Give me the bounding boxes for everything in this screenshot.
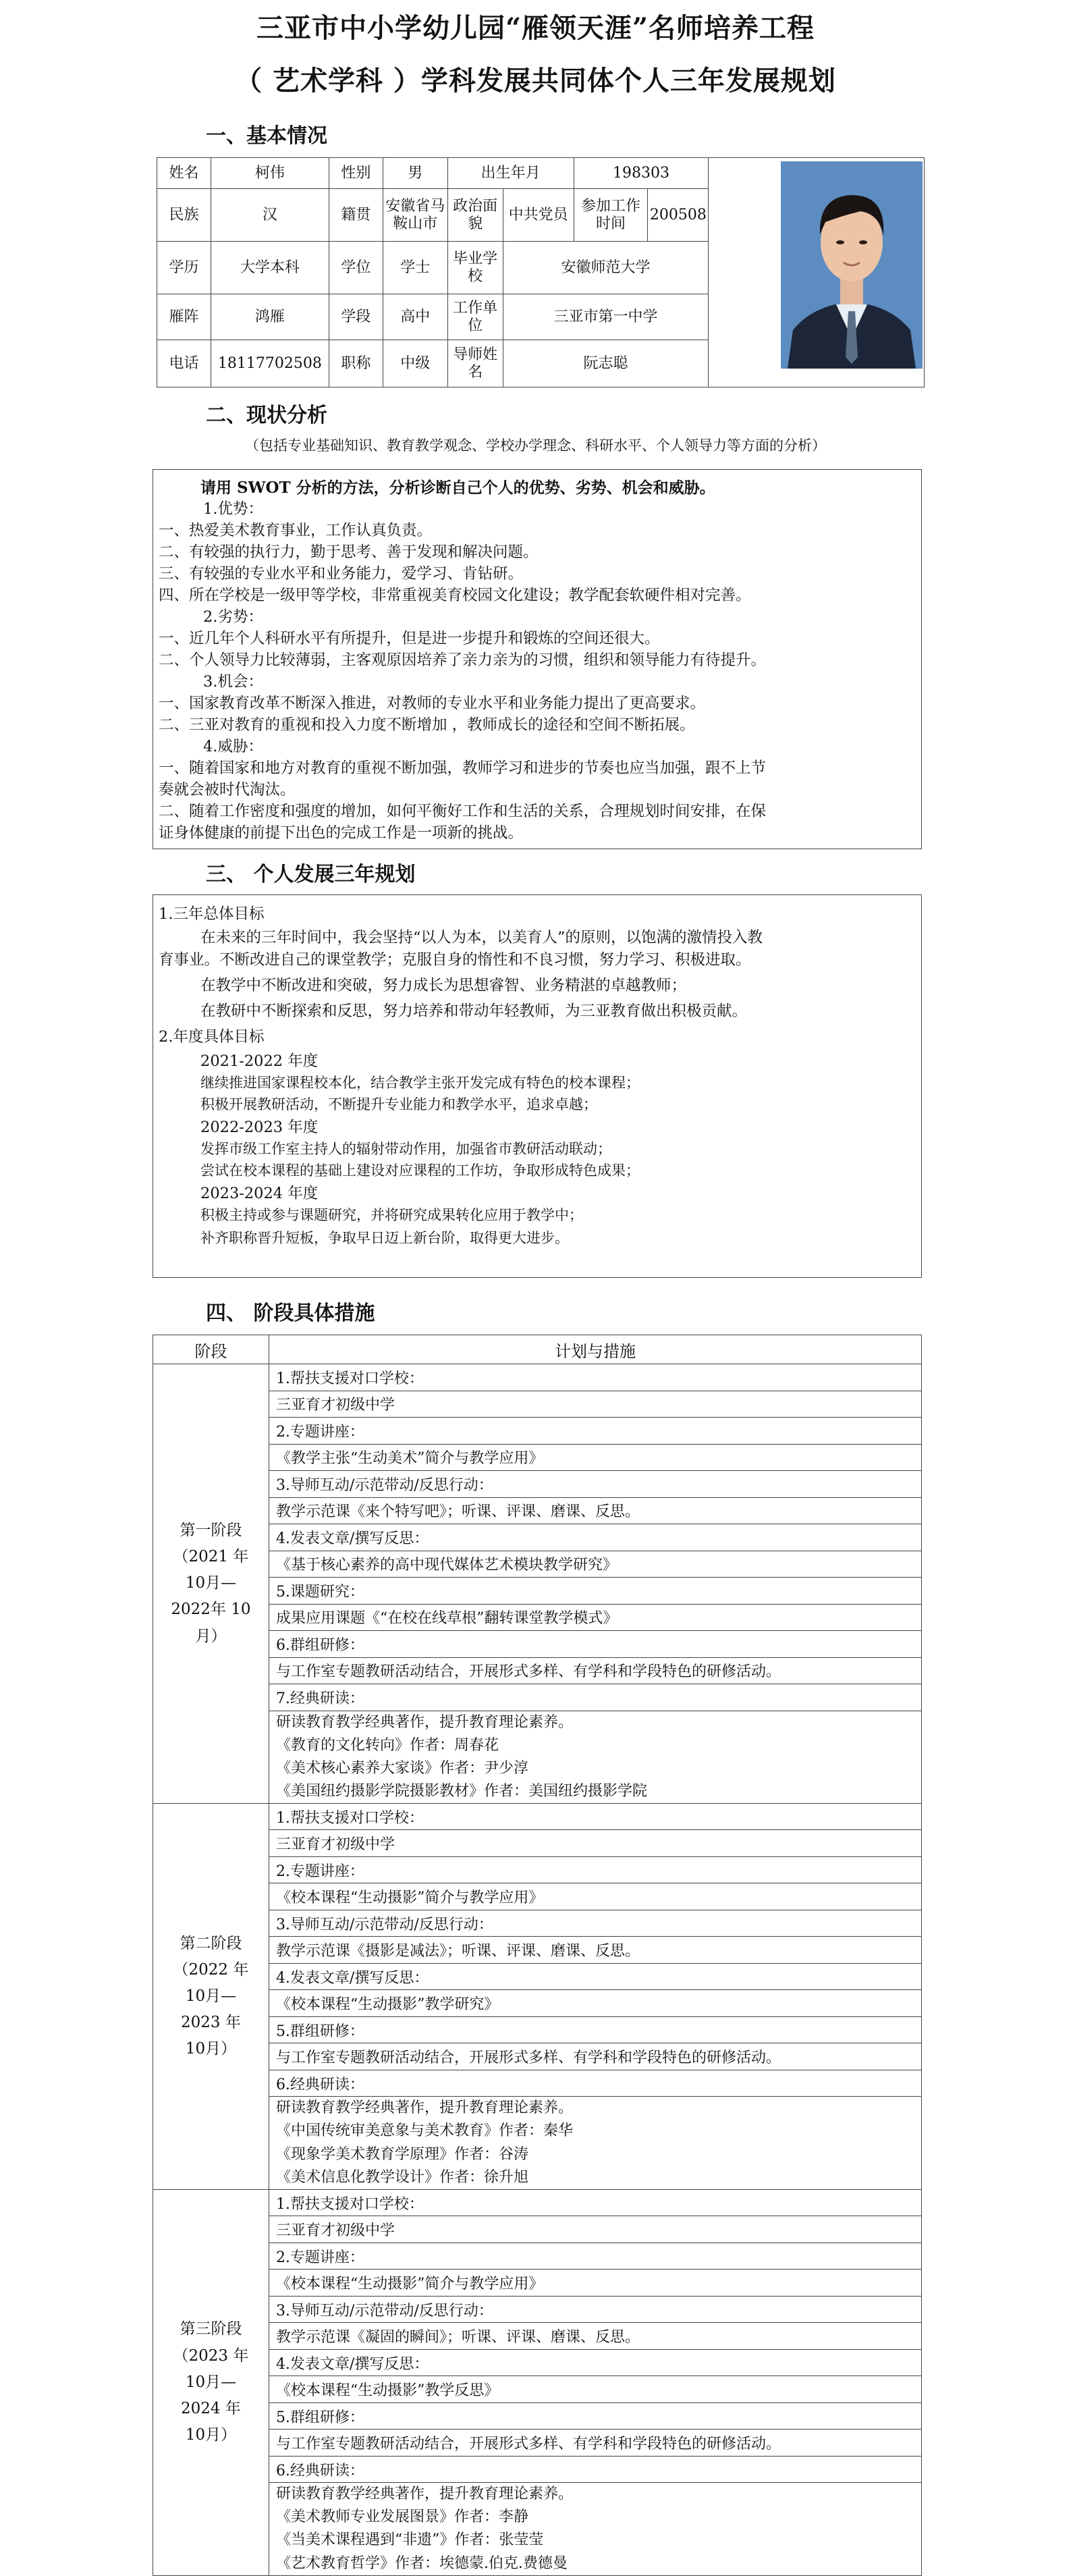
swot-heading: 3.机会： (203, 673, 263, 691)
swot-text: 二、三亚对教育的重视和投入力度不断增加 ，教师成长的途径和空间不断拓展。 (159, 716, 695, 734)
measure-row: 3.导师互动/示范带动/反思行动： (269, 1471, 921, 1498)
measure-row: 与工作室专题教研活动结合，开展形式多样、有学科和学段特色的研修活动。 (269, 1657, 921, 1684)
plan-year: 2023-2024 年度 (200, 1185, 319, 1202)
ethnic-label: 民族 (157, 189, 211, 242)
measure-row: 1.帮扶支援对口学校： (269, 1803, 921, 1830)
degree-value: 学士 (383, 242, 447, 294)
plan-text: 积极开展教研活动，不断提升专业能力和教学水平，追求卓越； (200, 1096, 597, 1112)
reading-item: 研读教育教学经典著作，提升教育理论素养。 (275, 1713, 573, 1731)
rank-label: 雁阵 (157, 294, 211, 340)
swot-text: 二、个人领导力比较薄弱，主客观原因培养了亲力亲为的习惯，组织和领导能力有待提升。 (159, 651, 767, 669)
plan-heading: 1.三年总体目标 (159, 905, 265, 923)
plan-text: 积极主持或参与课题研究，并将研究成果转化应用于教学中； (200, 1207, 583, 1223)
reading-item: 《美术教师专业发展图景》作者：李静 (275, 2508, 528, 2526)
swot-analysis-box (153, 469, 922, 849)
measure-row: 2.专题讲座： (269, 2243, 921, 2270)
swot-text: 四、所在学校是一级甲等学校，非常重视美育校园文化建设；教学配套软硬件相对完善。 (159, 587, 751, 604)
plan-text: 继续推进国家课程校本化，结合教学主张开发完成有特色的校本课程； (200, 1075, 640, 1091)
stage-value: 高中 (383, 294, 447, 340)
plan-text: 发挥市级工作室主持人的辐射带动作用，加强省市教研活动联动； (200, 1141, 611, 1157)
reading-item: 研读教育教学经典著作，提升教育理论素养。 (275, 2486, 573, 2503)
measure-row: 5.群组研修： (269, 2016, 921, 2043)
swot-text: 一、随着国家和地方对教育的重视不断加强，教师学习和进步的节奏也应当加强，跟不上节 (159, 759, 767, 777)
mentor-value: 阮志聪 (503, 340, 709, 387)
three-year-plan-box (153, 894, 922, 1278)
work-start-label: 参加工作时间 (574, 189, 648, 242)
swot-text: 三、有较强的专业水平和业务能力，爱学习、肯钻研。 (159, 565, 524, 583)
measure-row: 1.帮扶支援对口学校： (269, 2189, 921, 2216)
measure-row: 6.群组研修： (269, 1631, 921, 1658)
reading-item: 《中国传统审美意象与美术教育》作者：秦华 (275, 2122, 573, 2140)
measure-row: 《校本课程“生动摄影”简介与教学应用》 (269, 2270, 921, 2297)
birth-label: 出生年月 (447, 158, 574, 189)
measure-row: 与工作室专题教研活动结合，开展形式多样、有学科和学段特色的研修活动。 (269, 2043, 921, 2070)
section-status-analysis: 二、现状分析 (206, 404, 327, 427)
political-value: 中共党员 (503, 189, 574, 242)
political-label: 政治面貌 (447, 189, 503, 242)
measure-row: 教学示范课《凝固的瞬间》；听课、评课、磨课、反思。 (269, 2323, 921, 2350)
edu-label: 学历 (157, 242, 211, 294)
measure-row: 成果应用课题《“在校在线草根”翻转课堂教学模式》 (269, 1604, 921, 1631)
title-value: 中级 (383, 340, 447, 387)
measure-row: 《校本课程“生动摄影”教学反思》 (269, 2376, 921, 2403)
measure-row: 三亚育才初级中学 (269, 2216, 921, 2243)
reading-item: 《美国纽约摄影学院摄影教材》作者：美国纽约摄影学院 (275, 1782, 647, 1800)
plan-text: 在教学中不断改进和突破，努力成长为思想睿智、业务精湛的卓越教师； (200, 977, 687, 994)
measure-row: 6.经典研读： (269, 2070, 921, 2097)
measure-row: 6.经典研读： (269, 2456, 921, 2483)
swot-heading: 2.劣势： (203, 608, 263, 626)
phase-3-label (153, 2189, 269, 2575)
measure-row: 2.专题讲座： (269, 1856, 921, 1883)
name-label: 姓名 (157, 158, 211, 189)
measure-row: 教学示范课《来个特写吧》；听课、评课、磨课、反思。 (269, 1497, 921, 1524)
ethnic-value: 汉 (211, 189, 329, 242)
work-start-value: 200508 (648, 189, 709, 242)
swot-text: 一、国家教育改革不断深入推进，对教师的专业水平和业务能力提出了更高要求。 (159, 695, 706, 712)
measure-row: 《基于核心素养的高中现代媒体艺术模块教学研究》 (269, 1551, 921, 1578)
swot-text: 证身体健康的前提下出色的完成工作是一项新的挑战。 (159, 824, 524, 842)
swot-text: 奏就会被时代淘汰。 (159, 781, 296, 799)
phone-label: 电话 (157, 340, 211, 387)
reading-item: 《教育的文化转向》作者：周春花 (275, 1736, 499, 1754)
plan-text: 尝试在校本课程的基础上建设对应课程的工作坊，争取形成特色成果； (200, 1162, 640, 1179)
name-value: 柯伟 (211, 158, 329, 189)
measure-row: 7.经典研读： (269, 1684, 921, 1711)
measure-row: 4.发表文章/撰写反思： (269, 1963, 921, 1990)
document-title-line1: 三亚市中小学幼儿园“雁领天涯”名师培养工程 (256, 12, 815, 44)
swot-heading: 1.优势： (203, 500, 263, 518)
measure-row: 《校本课程“生动摄影”教学研究》 (269, 1990, 921, 2017)
measure-row: 4.发表文章/撰写反思： (269, 2349, 921, 2376)
phase-2-label-text: 第二阶段（2022 年 10月—2023 年 10月） (173, 1934, 249, 2058)
swot-text: 一、热爱美术教育事业，工作认真负责。 (159, 522, 433, 539)
phase-2-label (153, 1803, 269, 2189)
swot-text: 二、随着工作密度和强度的增加，如何平衡好工作和生活的关系，合理规划时间安排，在保 (159, 803, 767, 820)
plan-year: 2021-2022 年度 (200, 1052, 319, 1070)
measure-row: 《校本课程“生动摄影”简介与教学应用》 (269, 1883, 921, 1910)
stage-measures-table (153, 1335, 922, 2576)
measure-row: 2.专题讲座： (269, 1418, 921, 1445)
reading-list (269, 2097, 921, 2189)
gender-label: 性别 (329, 158, 383, 189)
plan-text: 育事业。不断改进自己的课堂教学；克服自身的惰性和不良习惯，努力学习、积极进取。 (159, 951, 751, 969)
mentor-label: 导师姓名 (447, 340, 503, 387)
origin-value: 安徽省马鞍山市 (383, 189, 447, 242)
rank-value: 鸿雁 (211, 294, 329, 340)
measure-row: 三亚育才初级中学 (269, 1830, 921, 1857)
status-analysis-note: （包括专业基础知识、教育教学观念、学校办学理念、科研水平、个人领导力等方面的分析） (245, 437, 826, 454)
swot-instruction: 请用 SWOT 分析的方法，分析诊断自己个人的优势、劣势、机会和威胁。 (200, 479, 715, 497)
title-label: 职称 (329, 340, 383, 387)
unit-value: 三亚市第一中学 (503, 294, 709, 340)
phase-1-label (153, 1364, 269, 1804)
measure-row: 4.发表文章/撰写反思： (269, 1524, 921, 1551)
phase-3-label-text: 第三阶段（2023 年 10月—2024 年 10月） (173, 2320, 249, 2444)
plan-text: 在未来的三年时间中，我会坚持“以人为本，以美育人”的原则，以饱满的激情投入教 (200, 929, 763, 946)
measure-row: 1.帮扶支援对口学校： (269, 1364, 921, 1391)
reading-list (269, 2483, 921, 2575)
section-stage-measures: 四、 阶段具体措施 (206, 1302, 375, 1325)
gender-value: 男 (383, 158, 447, 189)
reading-item: 研读教育教学经典著作，提升教育理论素养。 (275, 2099, 573, 2117)
reading-list (269, 1711, 921, 1803)
portrait-photo (781, 161, 923, 369)
school-label: 毕业学校 (447, 242, 503, 294)
measure-row: 教学示范课《摄影是减法》；听课、评课、磨课、反思。 (269, 1937, 921, 1964)
plan-text: 在教研中不断探索和反思，努力培养和带动年轻教师，为三亚教育做出积极贡献。 (200, 1002, 748, 1020)
school-value: 安徽师范大学 (503, 242, 709, 294)
phase-1-label-text: 第一阶段（2021 年 10月—2022年 10月） (171, 1522, 251, 1645)
swot-text: 一、近几年个人科研水平有所提升，但是进一步提升和锻炼的空间还很大。 (159, 630, 660, 647)
reading-item: 《艺术教育哲学》作者：埃德蒙.伯克.费德曼 (275, 2554, 568, 2572)
measures-header: 计划与措施 (269, 1335, 921, 1364)
document-title-line2: （ 艺术学科 ）学科发展共同体个人三年发展规划 (235, 65, 836, 97)
reading-item: 《现象学美术教育学原理》作者：谷涛 (275, 2145, 528, 2163)
origin-label: 籍贯 (329, 189, 383, 242)
reading-item: 《当美术课程遇到“非遗”》作者：张莹莹 (275, 2531, 544, 2549)
measure-row: 5.课题研究： (269, 1578, 921, 1605)
plan-heading: 2.年度具体目标 (159, 1028, 265, 1046)
swot-heading: 4.威胁： (203, 738, 263, 755)
measure-row: 5.群组研修： (269, 2403, 921, 2430)
reading-item: 《美术信息化教学设计》作者：徐升旭 (275, 2168, 528, 2186)
measure-row: 《教学主张“生动美术”简介与教学应用》 (269, 1444, 921, 1471)
phone-value: 18117702508 (211, 340, 329, 387)
edu-value: 大学本科 (211, 242, 329, 294)
stage-header: 阶段 (153, 1335, 269, 1364)
birth-value: 198303 (574, 158, 709, 189)
stage-label: 学段 (329, 294, 383, 340)
measure-row: 与工作室专题教研活动结合，开展形式多样、有学科和学段特色的研修活动。 (269, 2430, 921, 2457)
degree-label: 学位 (329, 242, 383, 294)
plan-year: 2022-2023 年度 (200, 1119, 319, 1136)
section-basic-info: 一、基本情况 (206, 124, 327, 148)
measure-row: 3.导师互动/示范带动/反思行动： (269, 1910, 921, 1937)
measure-row: 三亚育才初级中学 (269, 1391, 921, 1418)
unit-label: 工作单位 (447, 294, 503, 340)
plan-text: 补齐职称晋升短板，争取早日迈上新台阶，取得更大进步。 (200, 1230, 569, 1246)
swot-text: 二、有较强的执行力，勤于思考、善于发现和解决问题。 (159, 543, 539, 561)
section-three-year-plan: 三、 个人发展三年规划 (206, 863, 416, 886)
reading-item: 《美术核心素养大家谈》作者：尹少淳 (275, 1759, 528, 1777)
measure-row: 3.导师互动/示范带动/反思行动： (269, 2296, 921, 2323)
